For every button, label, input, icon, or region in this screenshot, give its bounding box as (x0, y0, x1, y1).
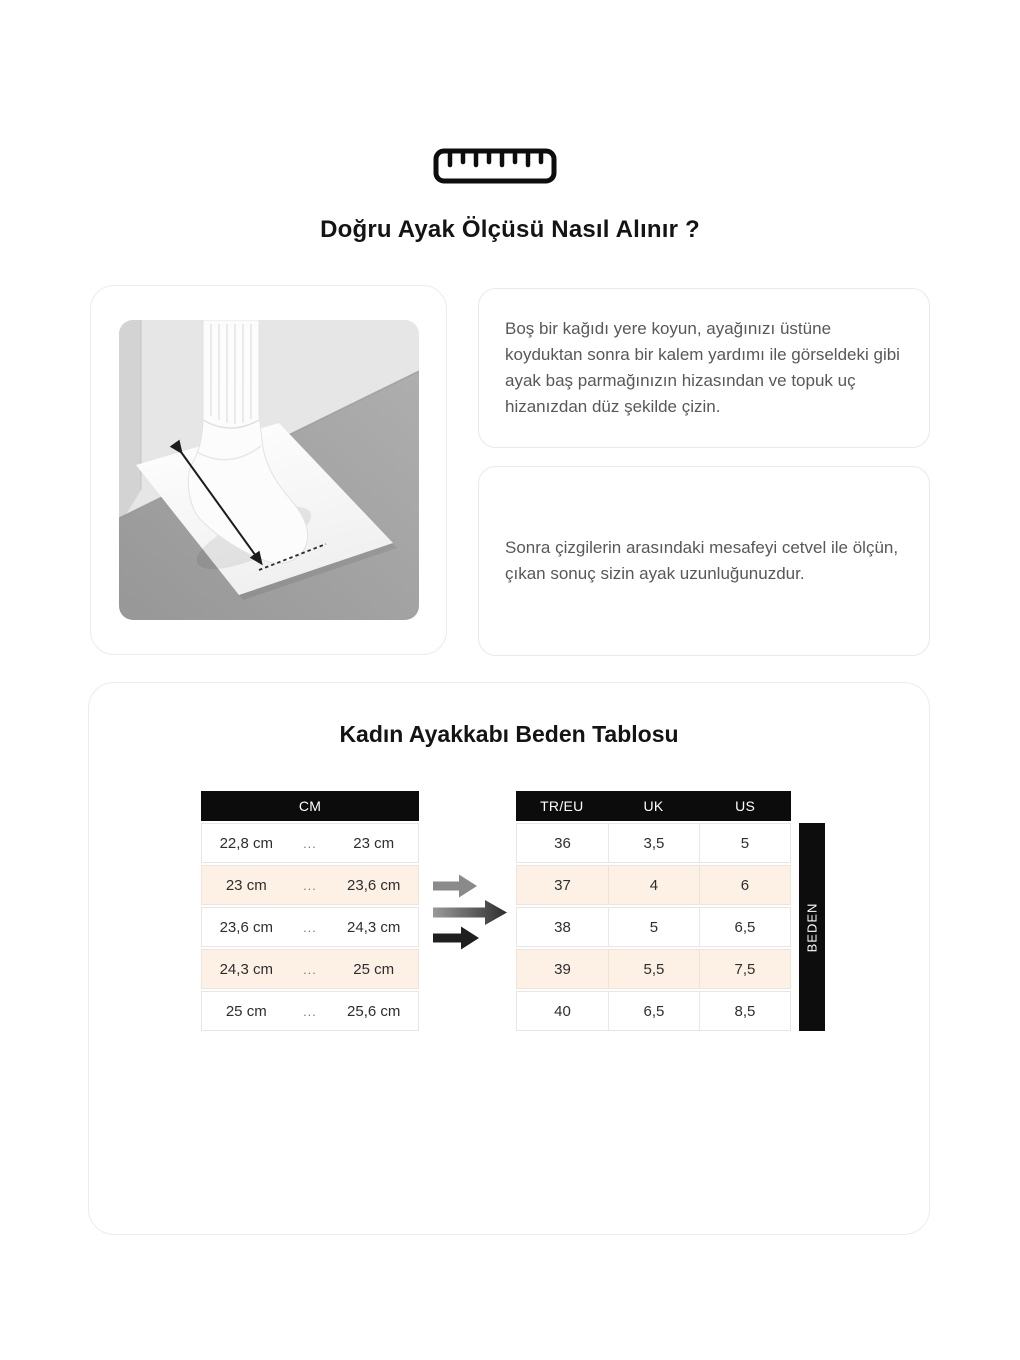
cm-separator: ... (303, 835, 317, 851)
size-row (516, 865, 791, 905)
cm-to-cell: 23 cm (353, 834, 395, 852)
instruction-step1-text: Boş bir kağıdı yere koyun, ayağınızı üstüne koyduktan sonra bir kalem yardımı ile görseldeki gibi ayak baş parmağınızın hizasından ve topuk uç hizanızdan düz şekilde çizin. (505, 319, 900, 416)
cm-table (201, 791, 419, 1031)
size-cell: 7,5 (699, 950, 790, 988)
size-cell: 4 (608, 866, 699, 904)
size-table-header (516, 791, 791, 821)
cm-separator: ... (303, 919, 317, 935)
size-cell: 38 (554, 918, 571, 936)
size-cell: 6 (699, 866, 790, 904)
size-cell: 6,5 (699, 908, 790, 946)
cm-to-cell: 25,6 cm (347, 1002, 401, 1020)
cm-to-cell: 23,6 cm (347, 876, 401, 894)
cm-separator: ... (303, 877, 317, 893)
cm-table-rows (201, 823, 419, 1031)
size-row (516, 907, 791, 947)
size-cell: 40 (554, 1002, 571, 1020)
measurement-photo-card (90, 285, 447, 655)
size-cell: 5 (699, 824, 790, 862)
instruction-box-1 (478, 288, 930, 448)
size-row (516, 823, 791, 863)
size-cell: 8,5 (699, 992, 790, 1030)
cm-range-row (201, 991, 419, 1031)
cm-from-cell: 23,6 cm (219, 918, 273, 936)
page-title: Doğru Ayak Ölçüsü Nasıl Alınır ? (320, 216, 700, 243)
cm-header-label: CM (298, 798, 322, 814)
header-tr-eu: TR/EU (540, 798, 584, 814)
cm-separator: ... (303, 1003, 317, 1019)
ruler-icon (433, 148, 557, 184)
cm-table-header (201, 791, 419, 821)
cm-to-cell: 25 cm (353, 960, 395, 978)
cm-range-row (201, 907, 419, 947)
size-row (516, 949, 791, 989)
size-cell: 3,5 (608, 824, 699, 862)
instruction-step2-text: Sonra çizgilerin arasındaki mesafeyi cetvel ile ölçün, çıkan sonuç sizin ayak uzunluğunuzdur. (505, 538, 899, 583)
cm-range-row (201, 865, 419, 905)
cm-to-cell: 24,3 cm (347, 918, 401, 936)
transfer-arrows-icon (433, 873, 509, 951)
cm-separator: ... (303, 961, 317, 977)
size-table-rows (516, 823, 791, 1031)
foot-measurement-photo (119, 320, 419, 620)
size-cell: 5 (608, 908, 699, 946)
size-row (516, 991, 791, 1031)
cm-range-row (201, 949, 419, 989)
header-us: US (735, 798, 756, 814)
size-cell: 39 (554, 960, 571, 978)
size-table-card (88, 682, 930, 1235)
international-size-table (516, 791, 791, 1031)
size-cell: 36 (554, 834, 571, 852)
instruction-box-2 (478, 466, 930, 656)
cm-from-cell: 22,8 cm (219, 834, 273, 852)
cm-range-row (201, 823, 419, 863)
cm-from-cell: 23 cm (225, 876, 267, 894)
size-cell: 37 (554, 876, 571, 894)
header-uk: UK (643, 798, 664, 814)
size-table-title: Kadın Ayakkabı Beden Tablosu (339, 721, 679, 747)
cm-from-cell: 25 cm (225, 1002, 267, 1020)
size-cell: 5,5 (608, 950, 699, 988)
cm-from-cell: 24,3 cm (219, 960, 273, 978)
size-cell: 6,5 (608, 992, 699, 1030)
beden-side-label: BEDEN (799, 823, 825, 1031)
